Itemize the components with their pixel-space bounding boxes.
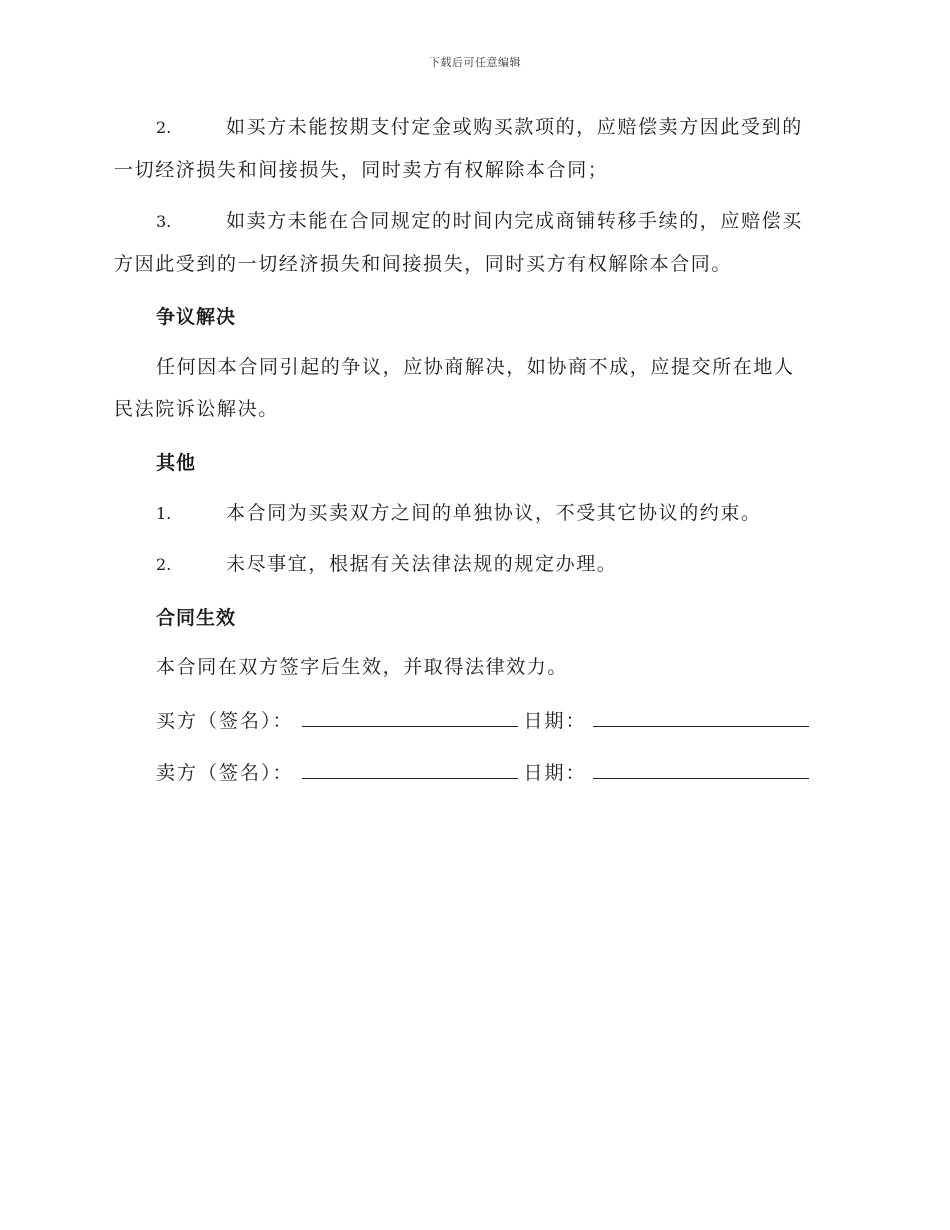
dispute-paragraph	[114, 346, 834, 430]
buyer-signature-row	[156, 706, 815, 733]
item-number: 2.	[156, 118, 172, 137]
item-text-line1: 如买方未能按期支付定金或购买款项的，应赔偿卖方因此受到的	[226, 116, 803, 138]
effect-text: 本合同在双方签字后生效，并取得法律效力。	[156, 656, 569, 678]
item-text-line1: 如卖方未能在合同规定的时间内完成商铺转移手续的，应赔偿买	[226, 210, 803, 232]
seller-label: 卖方（签名）：	[156, 762, 294, 784]
other-item-1	[114, 492, 834, 535]
seller-date-line[interactable]	[593, 760, 809, 779]
dispute-text-line2: 民法院诉讼解决。	[114, 398, 279, 420]
item-text: 未尽事宜，根据有关法律法规的规定办理。	[226, 553, 618, 575]
item-text-line2: 一切经济损失和间接损失，同时卖方有权解除本合同；	[114, 159, 609, 181]
item-text: 本合同为买卖双方之间的单独协议，不受其它协议的约束。	[226, 502, 762, 524]
effect-paragraph	[114, 646, 834, 688]
item-number: 2.	[156, 555, 172, 574]
effect-heading: 合同生效	[156, 607, 237, 629]
item-text-line2: 方因此受到的一切经济损失和间接损失，同时买方有权解除本合同。	[114, 253, 733, 275]
item-number: 1.	[156, 504, 172, 523]
buyer-date-line[interactable]	[593, 708, 809, 727]
dispute-text-line1: 任何因本合同引起的争议，应协商解决，如协商不成，应提交所在地人	[156, 356, 795, 378]
breach-item-2	[114, 106, 834, 191]
breach-item-3	[114, 200, 834, 285]
buyer-signature-line[interactable]	[302, 708, 518, 727]
other-item-2	[114, 543, 834, 586]
buyer-label: 买方（签名）：	[156, 710, 294, 732]
item-number: 3.	[156, 212, 172, 231]
header-note: 下载后可任意编辑	[429, 56, 521, 69]
seller-signature-line[interactable]	[302, 760, 518, 779]
date-label: 日期：	[523, 762, 587, 784]
date-label: 日期：	[523, 710, 587, 732]
dispute-heading: 争议解决	[156, 306, 237, 328]
other-heading: 其他	[156, 452, 197, 474]
seller-signature-row	[156, 758, 815, 785]
